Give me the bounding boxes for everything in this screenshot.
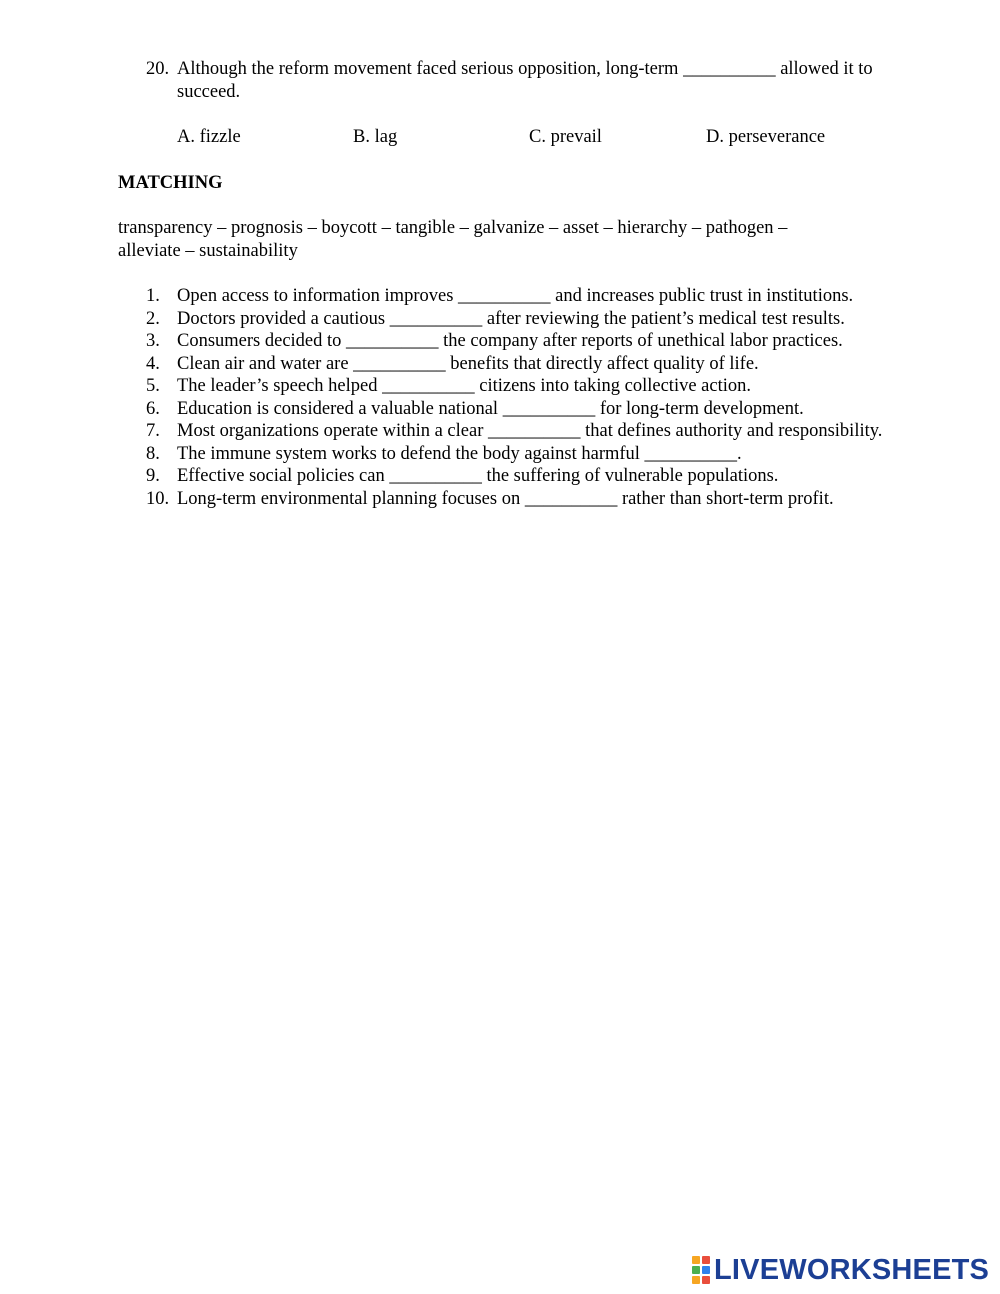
list-item — [146, 375, 906, 398]
item-text: Consumers decided to __________ the company after reports of unethical labor practices. — [177, 331, 843, 351]
choice-d: D. perseverance — [706, 127, 826, 147]
item-number: 2. — [146, 308, 160, 329]
item-number: 4. — [146, 353, 160, 374]
item-number: 3. — [146, 331, 160, 351]
question-number: 20. — [146, 59, 170, 79]
choice-c: C. prevail — [529, 127, 602, 147]
item-text: Education is considered a valuable national __________ for long-term development. — [177, 398, 804, 419]
list-item — [146, 465, 906, 488]
item-text: The leader’s speech helped __________ citizens into taking collective action. — [177, 376, 751, 396]
list-item — [146, 308, 906, 331]
list-item — [146, 443, 906, 466]
item-number: 7. — [146, 421, 160, 441]
item-text: The immune system works to defend the body against harmful __________. — [177, 443, 742, 464]
word-bank: transparency – prognosis – boycott – tangible – galvanize – asset – hierarchy – pathogen – alleviate – sustainability — [118, 218, 788, 261]
item-number: 10. — [146, 488, 170, 509]
question-text: Although the reform movement faced serious opposition, long-term __________ allowed it to succeed. — [177, 59, 873, 102]
list-item — [146, 285, 906, 308]
item-text: Effective social policies can __________ the suffering of vulnerable populations. — [177, 466, 779, 486]
item-number: 6. — [146, 398, 160, 419]
choice-a: A. fizzle — [177, 127, 241, 147]
item-text: Doctors provided a cautious __________ after reviewing the patient’s medical test results. — [177, 308, 845, 329]
item-text: Long-term environmental planning focuses on __________ rather than short-term profit. — [177, 488, 834, 509]
item-text: Clean air and water are __________ benefits that directly affect quality of life. — [177, 353, 759, 374]
list-item — [146, 330, 906, 353]
list-item — [146, 398, 906, 421]
list-item — [146, 488, 906, 511]
choice-b: B. lag — [353, 127, 398, 147]
liveworksheets-logo — [692, 1254, 989, 1286]
answer-choices — [0, 126, 1000, 150]
item-number: 8. — [146, 443, 160, 464]
matching-list — [146, 285, 906, 510]
item-number: 5. — [146, 376, 160, 396]
list-item — [146, 420, 906, 443]
item-text: Most organizations operate within a clear __________ that defines authority and responsibility. — [177, 421, 883, 441]
list-item — [146, 353, 906, 376]
item-number: 1. — [146, 286, 160, 306]
item-number: 9. — [146, 466, 160, 486]
item-text: Open access to information improves __________ and increases public trust in institutions. — [177, 286, 854, 306]
logo-text: LIVEWORKSHEETS — [714, 1254, 990, 1286]
logo-mark-icon — [692, 1256, 712, 1284]
section-heading: MATCHING — [118, 173, 223, 193]
